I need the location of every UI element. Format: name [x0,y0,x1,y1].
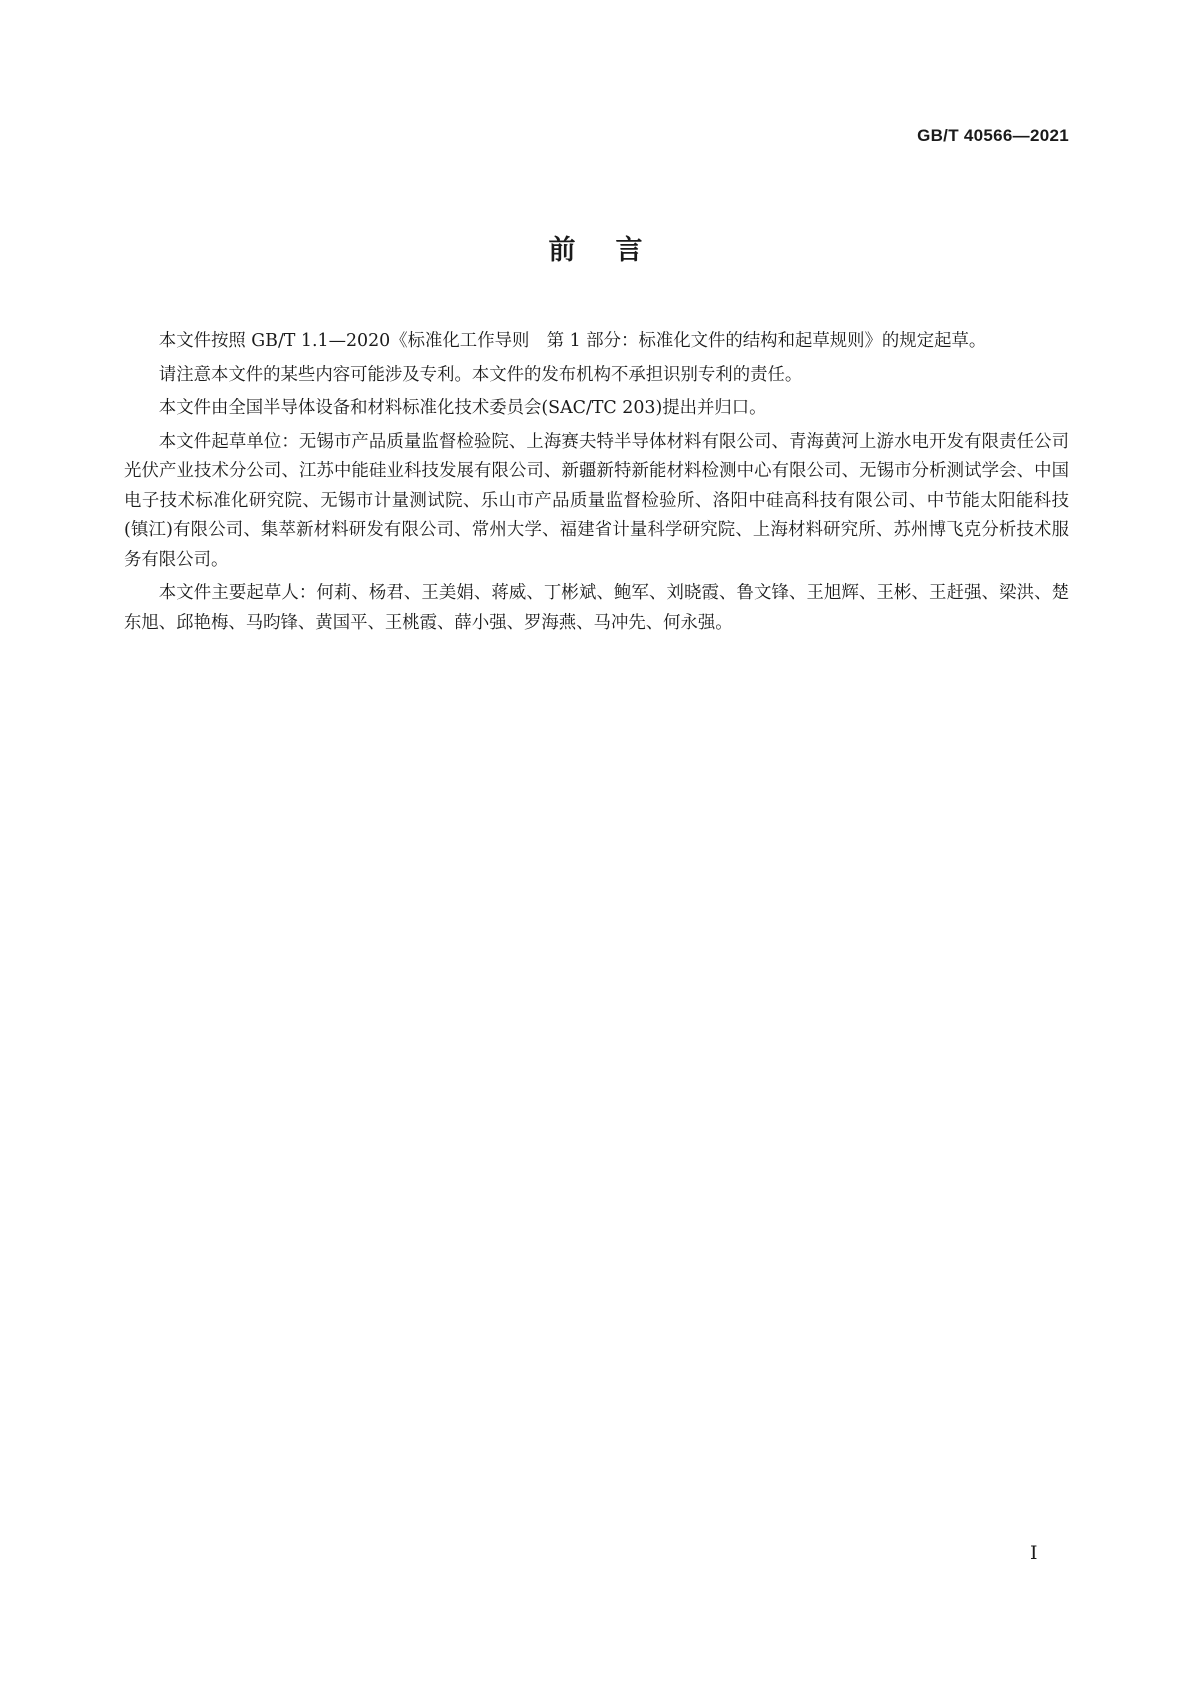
foreword-body [124,327,1069,642]
standard-number: GB/T 40566—2021 [917,126,1069,145]
page-number: I [1030,1542,1038,1564]
paragraph-proposer: 本文件由全国半导体设备和材料标准化技术委员会(SAC/TC 203)提出并归口。 [158,398,767,418]
page-title: 前言 [548,235,683,266]
paragraph-drafting-units: 本文件起草单位：无锡市产品质量监督检验院、上海赛夫特半导体材料有限公司、青海黄河上游水电开发有限责任公司光伏产业技术分公司、江苏中能硅业科技发展有限公司、新疆新特新能材料检测中心有限公司、无锡市分析测试学会、中国电子技术标准化研究院、无锡市计量测试院、乐山市产品质量监督检验所、洛阳中硅高科技有限公司、中节能太阳能科技(镇江)有限公司、集萃新材料研发有限公司、常州大学、福建省计量科学研究院、上海材料研究所、苏州博飞克分析技术服务有限公司。 [124,431,1069,570]
paragraph-drafters: 本文件主要起草人：何莉、杨君、王美娟、蒋威、丁彬斌、鲍军、刘晓霞、鲁文锋、王旭辉、王彬、王赶强、梁洪、楚东旭、邱艳梅、马昀锋、黄国平、王桃霞、薛小强、罗海燕、马冲先、何永强。 [124,583,1069,633]
paragraph-drafting-rules: 本文件按照 GB/T 1.1—2020《标准化工作导则 第 1 部分：标准化文件的结构和起草规则》的规定起草。 [158,331,987,351]
paragraph-patent-notice: 请注意本文件的某些内容可能涉及专利。本文件的发布机构不承担识别专利的责任。 [158,364,803,385]
